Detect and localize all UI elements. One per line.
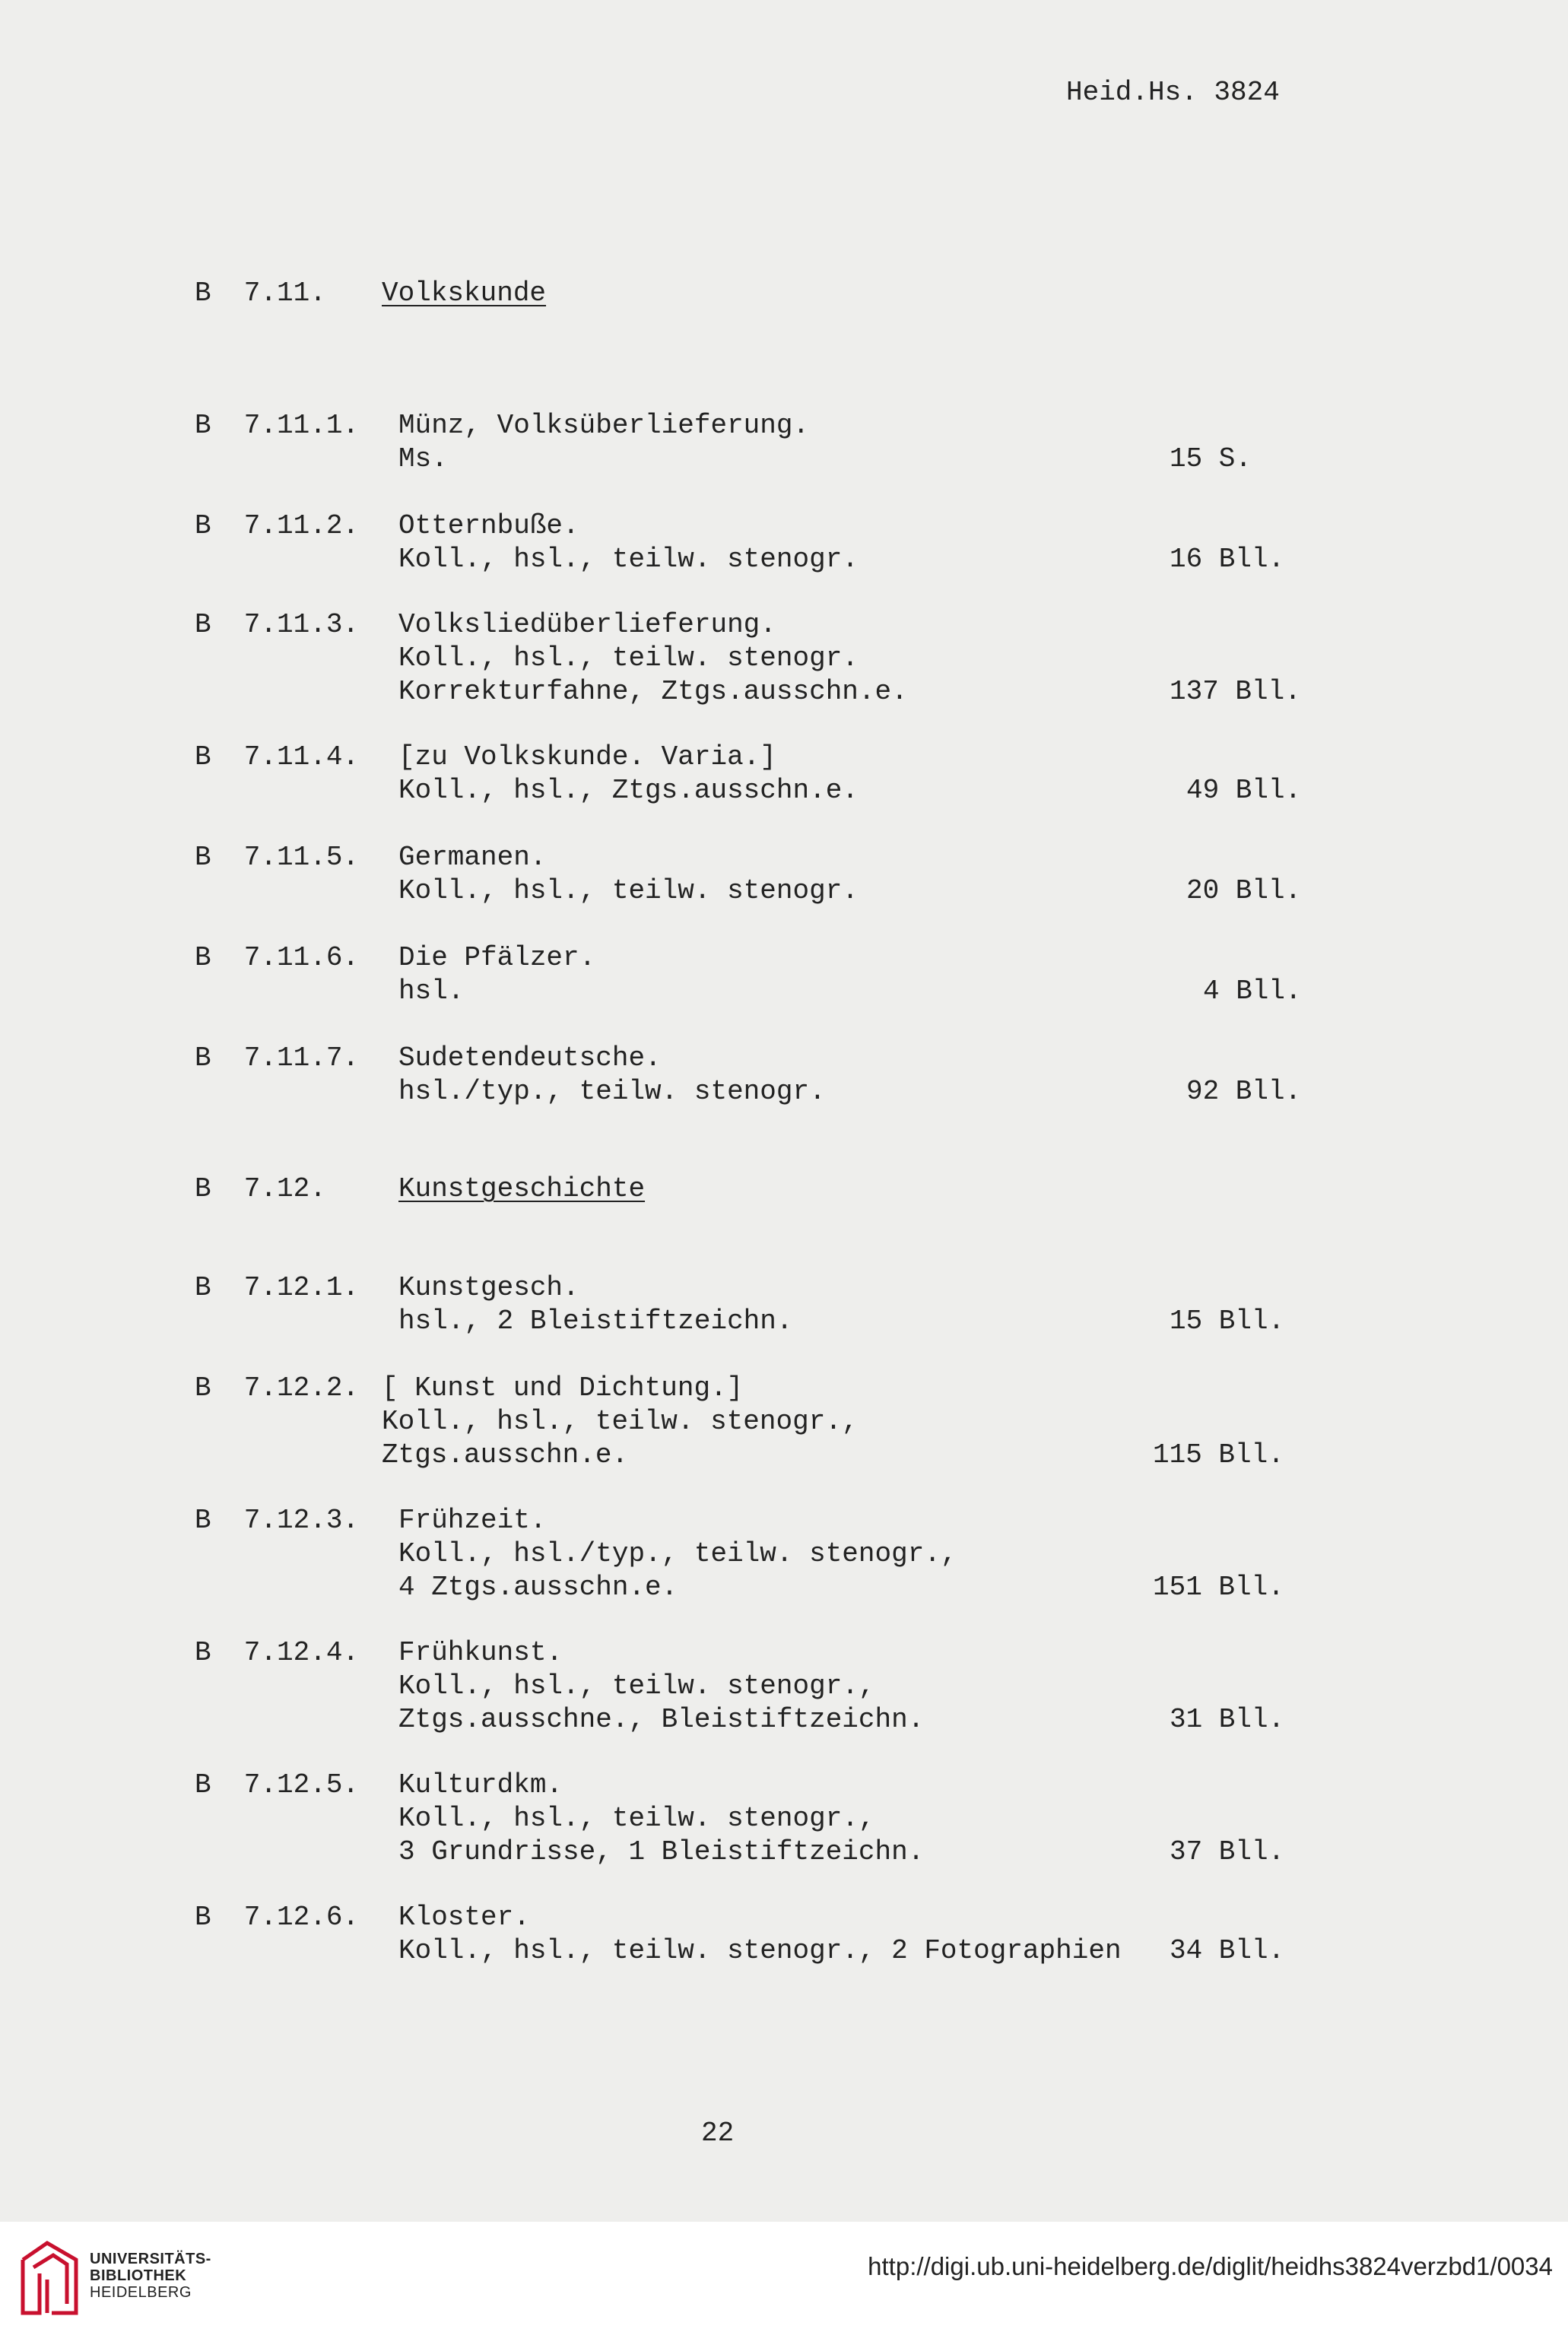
- logo-line-2: BIBLIOTHEK: [90, 2267, 187, 2284]
- entry-code: B 7.11.7.: [195, 1042, 360, 1074]
- entry-line: Koll., hsl., teilw. stenogr.,: [398, 1670, 875, 1702]
- section-code: B 7.11.: [195, 278, 326, 309]
- entry-line: Koll., hsl., teilw. stenogr.: [398, 875, 859, 906]
- entry-code: B 7.11.4.: [195, 741, 360, 773]
- entry-code: B 7.11.3.: [195, 609, 360, 640]
- logo-line-1: UNIVERSITÄTS-: [90, 2251, 211, 2267]
- entry-code: B 7.11.6.: [195, 942, 360, 973]
- entry-line: 4 Ztgs.ausschn.e.: [398, 1572, 678, 1603]
- viewer-footer: [0, 2222, 1568, 2332]
- entry-code: B 7.11.2.: [195, 510, 360, 541]
- entry-line: Koll., hsl., teilw. stenogr.: [398, 544, 859, 575]
- entry-code: B 7.12.2.: [195, 1372, 360, 1404]
- entry-title: Frühkunst.: [398, 1637, 563, 1668]
- entry-extent: 151 Bll.: [1153, 1572, 1284, 1603]
- entry-title: Sudetendeutsche.: [398, 1042, 662, 1074]
- entry-code: B 7.12.6.: [195, 1902, 360, 1933]
- entry-line: 3 Grundrisse, 1 Bleistiftzeichn.: [398, 1836, 925, 1867]
- entry-extent: 115 Bll.: [1153, 1439, 1284, 1471]
- entry-line: Koll., hsl., teilw. stenogr., 2 Fotographien: [398, 1935, 1122, 1966]
- entry-code: B 7.11.1.: [195, 410, 360, 441]
- entry-extent: 49 Bll.: [1186, 775, 1302, 806]
- entry-extent: 34 Bll.: [1170, 1935, 1285, 1966]
- permalink-url[interactable]: http://digi.ub.uni-heidelberg.de/diglit/heidhs3824verzbd1/0034: [868, 2252, 1553, 2280]
- entry-extent: 16 Bll.: [1170, 544, 1285, 575]
- entry-line: hsl.: [398, 976, 465, 1007]
- entry-title: Die Pfälzer.: [398, 942, 596, 973]
- entry-line: Ztgs.ausschne., Bleistiftzeichn.: [398, 1704, 925, 1735]
- entry-line: Koll., hsl., Ztgs.ausschn.e.: [398, 775, 859, 806]
- entry-line: Koll., hsl., teilw. stenogr.,: [382, 1406, 859, 1437]
- entry-extent: 31 Bll.: [1170, 1704, 1285, 1735]
- entry-extent: 4 Bll.: [1203, 976, 1302, 1007]
- entry-title: Kloster.: [398, 1902, 530, 1933]
- entry-line: Koll., hsl., teilw. stenogr.: [398, 642, 859, 674]
- entry-code: B 7.11.5.: [195, 842, 360, 873]
- entry-title: Kunstgesch.: [398, 1272, 579, 1303]
- entry-extent: 20 Bll.: [1186, 875, 1302, 906]
- entry-code: B 7.12.1.: [195, 1272, 360, 1303]
- entry-extent: 37 Bll.: [1170, 1836, 1285, 1867]
- entry-title: Germanen.: [398, 842, 547, 873]
- entry-line: hsl., 2 Bleistiftzeichn.: [398, 1306, 793, 1337]
- entry-title: [zu Volkskunde. Varia.]: [398, 741, 776, 773]
- entry-title: Münz, Volksüberlieferung.: [398, 410, 810, 441]
- section-code: B 7.12.: [195, 1173, 326, 1204]
- entry-line: Ms.: [398, 443, 448, 474]
- logo-line-3: HEIDELBERG: [90, 2284, 192, 2301]
- page-number: 22: [701, 2118, 735, 2149]
- entry-title: Otternbuße.: [398, 510, 579, 541]
- section-title: Kunstgeschichte: [398, 1173, 646, 1204]
- entry-code: B 7.12.4.: [195, 1637, 360, 1668]
- entry-line: hsl./typ., teilw. stenogr.: [398, 1076, 826, 1107]
- entry-extent: 137 Bll.: [1170, 676, 1301, 707]
- entry-extent: 15 S.: [1170, 443, 1252, 474]
- section-title: Volkskunde: [382, 278, 547, 309]
- entry-line: Korrekturfahne, Ztgs.ausschn.e.: [398, 676, 908, 707]
- entry-title: [ Kunst und Dichtung.]: [382, 1372, 744, 1404]
- entry-extent: 92 Bll.: [1186, 1076, 1302, 1107]
- entry-line: Koll., hsl./typ., teilw. stenogr.,: [398, 1538, 957, 1569]
- shelfmark: Heid.Hs. 3824: [1066, 77, 1280, 108]
- entry-title: Frühzeit.: [398, 1505, 547, 1536]
- entry-line: Ztgs.ausschn.e.: [382, 1439, 629, 1471]
- entry-code: B 7.12.3.: [195, 1505, 360, 1536]
- entry-title: Kulturdkm.: [398, 1769, 563, 1801]
- ub-heidelberg-logo-icon[interactable]: [17, 2237, 82, 2319]
- entry-extent: 15 Bll.: [1170, 1306, 1285, 1337]
- entry-line: Koll., hsl., teilw. stenogr.,: [398, 1803, 875, 1834]
- entry-code: B 7.12.5.: [195, 1769, 360, 1801]
- entry-title: Volksliedüberlieferung.: [398, 609, 776, 640]
